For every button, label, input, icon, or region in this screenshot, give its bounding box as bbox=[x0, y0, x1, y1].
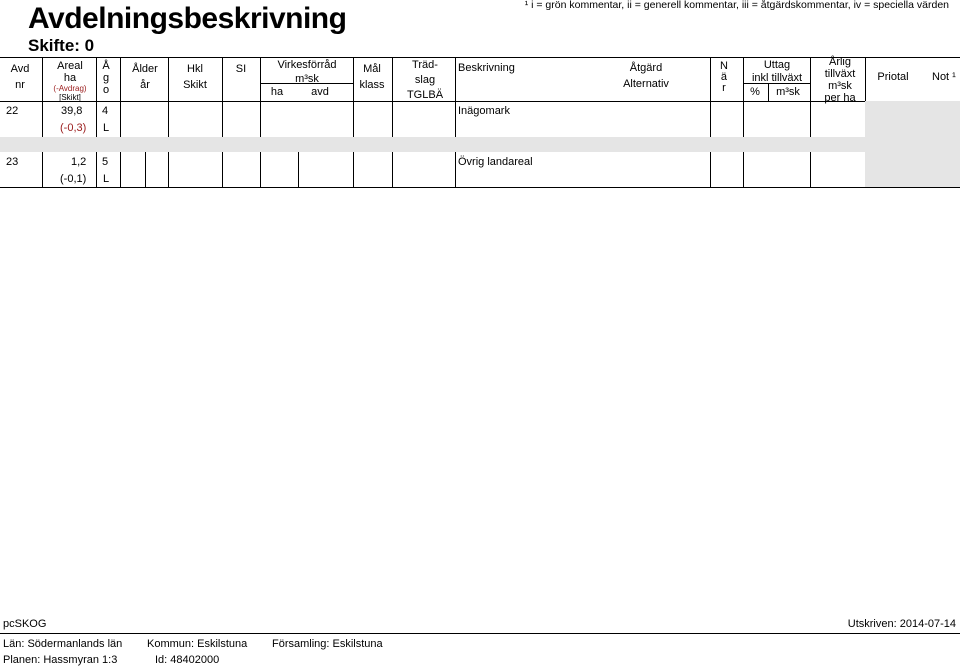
row-areal: 39,8 bbox=[61, 105, 83, 117]
row-ago-class: L bbox=[103, 122, 110, 134]
footer-planen: Planen: Hassmyran 1:3 bbox=[3, 654, 118, 666]
row-separator-band bbox=[0, 137, 960, 152]
header-bottom-rule bbox=[0, 101, 960, 102]
col-uttag-m3: m³sk bbox=[776, 86, 800, 98]
footer-rule bbox=[0, 633, 960, 634]
footer-utskriven: Utskriven: 2014-07-14 bbox=[847, 618, 956, 630]
footer-lan: Län: Södermanlands län bbox=[3, 638, 123, 650]
row-beskrivning: Inägomark bbox=[458, 105, 510, 117]
row-areal: 1,2 bbox=[71, 156, 87, 168]
col-uttag-pct: % bbox=[750, 86, 760, 98]
row-avdrag: (-0,1) bbox=[60, 173, 87, 185]
row-shade bbox=[865, 101, 960, 137]
col-avd: Avd nr bbox=[10, 63, 30, 91]
row-shade bbox=[865, 152, 960, 187]
col-arlig-tillvaxt: Årlig tillväxt m³sk per ha bbox=[824, 56, 856, 104]
col-virkes-avd: avd bbox=[311, 86, 329, 98]
col-not: Not ¹ bbox=[932, 71, 956, 83]
col-si: SI bbox=[235, 63, 247, 75]
row-beskrivning: Övrig landareal bbox=[458, 156, 533, 168]
col-priotal: Priotal bbox=[877, 71, 909, 83]
col-tradslag: Träd- slag TGLBÄ bbox=[406, 59, 444, 101]
col-ago: Å g o bbox=[102, 60, 110, 96]
footer-forsamling: Församling: Eskilstuna bbox=[272, 638, 383, 650]
col-atgard: Åtgärd Alternativ bbox=[623, 62, 669, 90]
col-malklass: Mål klass bbox=[359, 63, 385, 91]
footer-program: pcSKOG bbox=[3, 618, 47, 630]
row-avd: 22 bbox=[6, 105, 19, 117]
col-virkesforrad: Virkesförråd m³sk bbox=[277, 59, 337, 85]
header-top-rule bbox=[0, 57, 960, 58]
page-subtitle: Skifte: 0 bbox=[28, 36, 95, 55]
col-areal: Areal ha (-Avdrag) [Skikt] bbox=[53, 60, 87, 102]
col-uttag: Uttag inkl tillväxt bbox=[751, 59, 803, 84]
col-beskrivning: Beskrivning bbox=[458, 62, 515, 74]
col-nar: N ä r bbox=[720, 60, 728, 94]
col-alder: Ålder år bbox=[132, 63, 158, 91]
footer-kommun: Kommun: Eskilstuna bbox=[147, 638, 248, 650]
uttag-sub-divider bbox=[768, 83, 769, 101]
col-virkes-ha: ha bbox=[270, 86, 284, 98]
comment-legend: ¹ i = grön kommentar, ii = generell kommentar, iii = åtgärdskommentar, iv = speciella värden bbox=[524, 0, 949, 11]
footer-id: Id: 48402000 bbox=[155, 654, 220, 666]
row-ago: 4 bbox=[102, 105, 109, 117]
page-title: Avdelningsbeskrivning bbox=[28, 2, 347, 35]
row-ago: 5 bbox=[102, 156, 109, 168]
col-hkl: Hkl Skikt bbox=[183, 63, 207, 91]
row-avdrag: (-0,3) bbox=[60, 122, 87, 134]
row-ago-class: L bbox=[103, 173, 110, 185]
row-avd: 23 bbox=[6, 156, 19, 168]
row-bottom-rule bbox=[0, 187, 960, 188]
